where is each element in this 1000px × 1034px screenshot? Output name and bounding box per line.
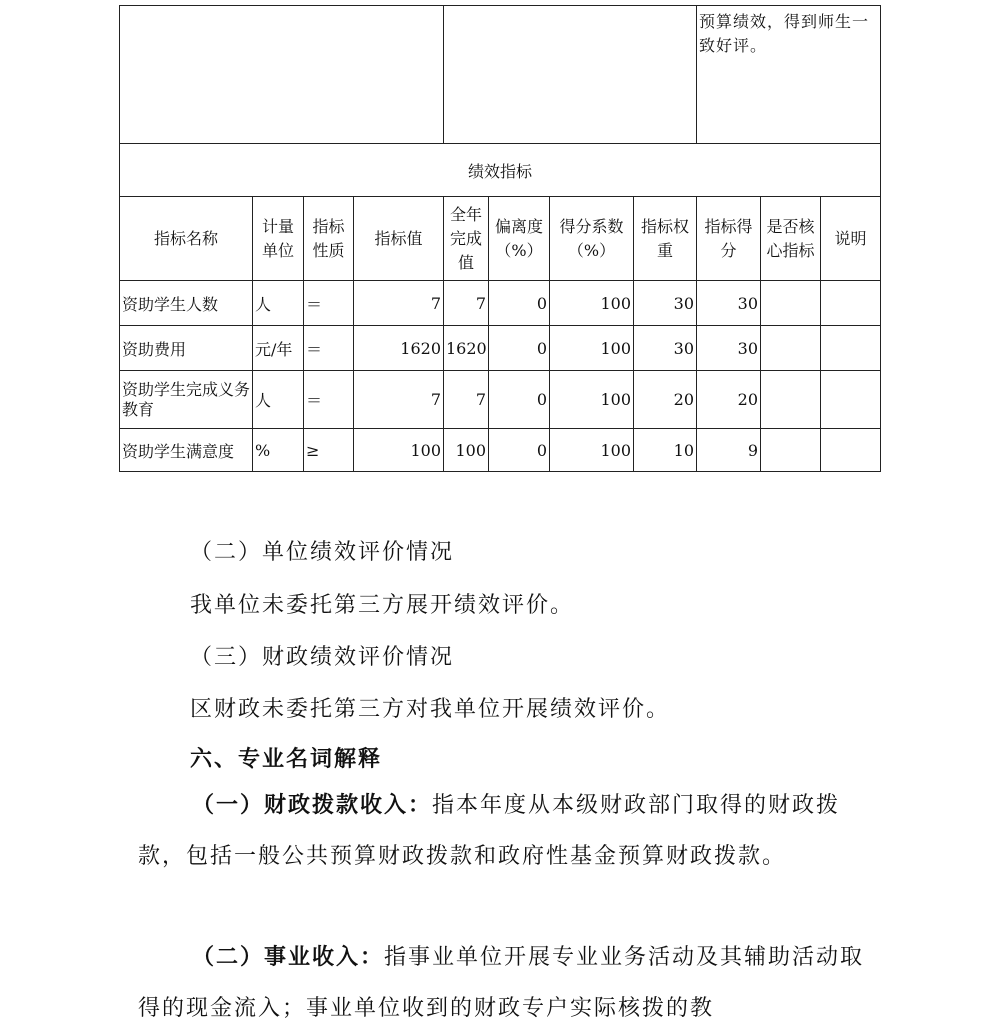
unit-cell: 人 [253,281,304,326]
heading-finance-evaluation: （三）财政绩效评价情况 [190,645,455,670]
score-cell: 30 [697,281,761,326]
top-row [120,6,881,144]
top-row-text: 预算绩效，得到师生一致好评。 [697,6,881,144]
table-row [120,326,881,371]
col-header: 说明 [821,197,881,281]
weight-cell: 30 [634,326,697,371]
weight-cell: 30 [634,281,697,326]
definition-term: （一）财政拨款收入： [192,793,433,818]
score-cell: 30 [697,326,761,371]
paragraph-finance-evaluation: 区财政未委托第三方对我单位开展绩效评价。 [190,697,671,722]
core-cell [761,326,821,371]
table-row [120,371,881,429]
target-cell: 1620 [354,326,444,371]
unit-cell: 人 [253,371,304,429]
coef-cell: 100 [550,281,634,326]
nature-cell: ＝ [304,371,354,429]
definition-business-income [138,932,888,1034]
score-cell: 9 [697,429,761,472]
actual-cell: 100 [444,429,489,472]
deviation-cell: 0 [489,371,550,429]
unit-cell: % [253,429,304,472]
col-header: 偏离度（%） [489,197,550,281]
indicator-name: 资助学生满意度 [120,429,253,472]
coef-cell: 100 [550,371,634,429]
target-cell: 7 [354,281,444,326]
coef-cell: 100 [550,429,634,472]
note-cell [821,326,881,371]
indicator-name: 资助学生完成义务教育 [120,371,253,429]
heading-terms: 六、专业名词解释 [190,747,383,772]
target-cell: 7 [354,371,444,429]
note-cell [821,429,881,472]
col-header: 指标得分 [697,197,761,281]
col-header: 得分系数（%） [550,197,634,281]
nature-cell: ＝ [304,326,354,371]
target-cell: 100 [354,429,444,472]
actual-cell: 7 [444,371,489,429]
coef-cell: 100 [550,326,634,371]
weight-cell: 20 [634,371,697,429]
nature-cell: ≥ [304,429,354,472]
indicator-name: 资助学生人数 [120,281,253,326]
weight-cell: 10 [634,429,697,472]
col-header: 计量单位 [253,197,304,281]
deviation-cell: 0 [489,429,550,472]
actual-cell: 7 [444,281,489,326]
note-cell [821,281,881,326]
indicator-name: 资助费用 [120,326,253,371]
core-cell [761,429,821,472]
col-header: 是否核心指标 [761,197,821,281]
core-cell [761,371,821,429]
top-row-cell-2 [444,6,697,144]
col-header: 全年完成值 [444,197,489,281]
section-title: 绩效指标 [120,144,881,197]
definition-text: 指事业单位开展专业业务活动及其辅助活动取得的现金流入；事业单位收到的财政专户实际核拨的教 [138,945,865,1021]
deviation-cell: 0 [489,281,550,326]
header-row [120,197,881,281]
paragraph-unit-evaluation: 我单位未委托第三方展开绩效评价。 [190,593,575,618]
note-cell [821,371,881,429]
definition-text: 指本年度从本级财政部门取得的财政拨款，包括一般公共预算财政拨款和政府性基金预算财政拨款。 [138,793,841,869]
deviation-cell: 0 [489,326,550,371]
actual-cell: 1620 [444,326,489,371]
definition-term: （二）事业收入： [192,945,385,970]
col-header: 指标性质 [304,197,354,281]
table-row [120,281,881,326]
heading-unit-evaluation: （二）单位绩效评价情况 [190,540,455,565]
score-cell: 20 [697,371,761,429]
core-cell [761,281,821,326]
nature-cell: ＝ [304,281,354,326]
table-row [120,429,881,472]
top-row-cell-1 [120,6,444,144]
unit-cell: 元/年 [253,326,304,371]
definition-fiscal-allocation [138,780,888,882]
col-header: 指标值 [354,197,444,281]
col-header: 指标权重 [634,197,697,281]
col-header: 指标名称 [120,197,253,281]
performance-table [119,5,881,472]
